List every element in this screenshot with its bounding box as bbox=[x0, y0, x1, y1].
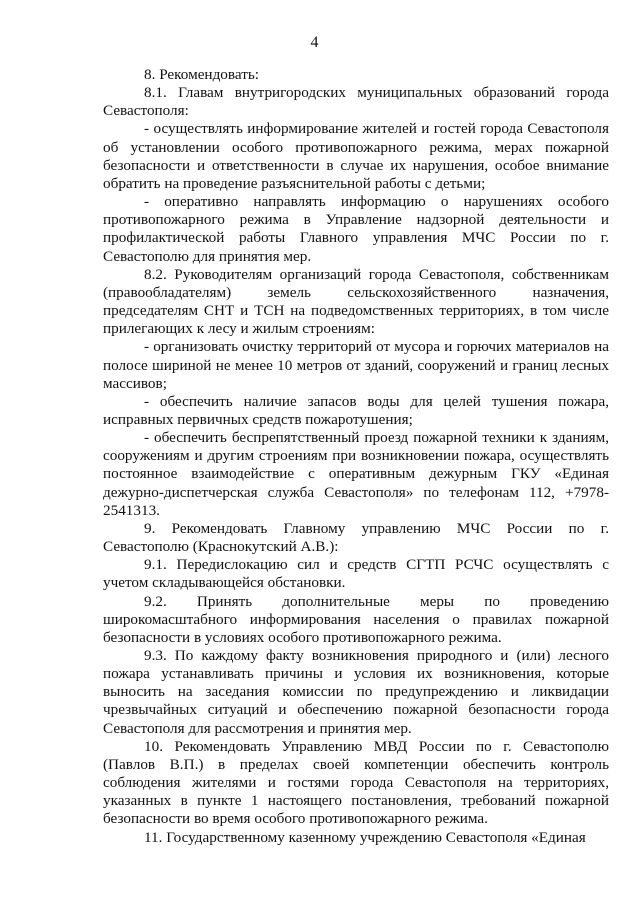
paragraph-8-2-item-2: - обеспечить наличие запасов воды для целей тушения пожара, исправных первичных средств пожаротушения; bbox=[103, 392, 609, 428]
page-number: 4 bbox=[310, 34, 319, 51]
paragraph-8-1: 8.1. Главам внутригородских муниципальных образований города Севастополя: bbox=[103, 84, 609, 120]
paragraph-8-2: 8.2. Руководителям организаций города Севастополя, собственникам (правообладателям) земель сельскохозяйственного назначения, председателям СНТ и ТСН на подведомственных территориях, в том числе прилегающих к лесу и жилым строениям: bbox=[103, 265, 609, 338]
paragraph-8-2-item-1: - организовать очистку территорий от мусора и горючих материалов на полосе шириной не менее 10 метров от зданий, сооружений и границ лесных массивов; bbox=[103, 338, 609, 392]
paragraph-8-1-item-1: - осуществлять информирование жителей и гостей города Севастополя об установлении особого противопожарного режима, мерах пожарной безопасности и ответственности в случае их нарушения, особое внимание обратить на проведение разъяснительной работы с детьми; bbox=[103, 120, 609, 192]
paragraph-9-2: 9.2. Принять дополнительные меры по проведению широкомасштабного информирования населения о правилах пожарной безопасности в условиях особого противопожарного режима. bbox=[103, 592, 609, 646]
paragraph-9-1: 9.1. Передислокацию сил и средств СГТП РСЧС осуществлять с учетом складывающейся обстановки. bbox=[103, 556, 609, 592]
paragraph-9: 9. Рекомендовать Главному управлению МЧС России по г. Севастополю (Краснокутский А.В.): bbox=[103, 519, 609, 556]
paragraph-9-3: 9.3. По каждому факту возникновения природного и (или) лесного пожара устанавливать причины и условия их возникновения, которые выносить на заседания комиссии по предупреждению и ликвидации чрезвычайных ситуаций и обеспечению пожарной безопасности города Севастополя для рассмотрения и принятия мер. bbox=[103, 647, 609, 737]
paragraph-8-2-item-3: - обеспечить беспрепятственный проезд пожарной техники к зданиям, сооружениям и другим строениям при возникновении пожара, осуществлять постоянное взаимодействие с оперативным дежурным ГКУ «Единая дежурно-диспетчерская служба Севастополя» по телефонам 112, +7978-2541313. bbox=[103, 429, 609, 519]
document-body bbox=[103, 66, 609, 847]
paragraph-8-1-item-2: - оперативно направлять информацию о нарушениях особого противопожарного режима в Управление надзорной деятельности и профилактической работы Главного управления МЧС России по г. Севастополю для принятия мер. bbox=[103, 193, 609, 265]
paragraph-11: 11. Государственному казенному учреждению Севастополя «Единая bbox=[144, 828, 586, 846]
paragraph-10: 10. Рекомендовать Управлению МВД России по г. Севастополю (Павлов В.П.) в пределах своей компетенции обеспечить контроль соблюдения жителями и гостями города Севастополя на территориях, указанных в пункте 1 настоящего постановления, требований пожарной безопасности во время особого противопожарного режима. bbox=[103, 737, 609, 828]
paragraph-8: 8. Рекомендовать: bbox=[144, 66, 259, 83]
